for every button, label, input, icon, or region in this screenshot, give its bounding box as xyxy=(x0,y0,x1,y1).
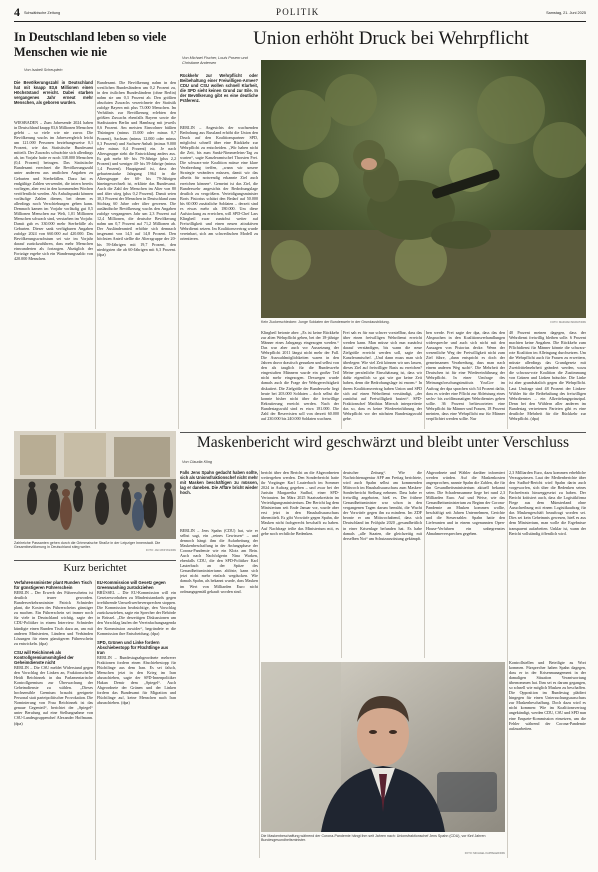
jens-spahn-portrait-image xyxy=(261,662,505,832)
maskenbericht-col6: Kontrollstellen und Beteiligte zu Wort kommen. Fürsprecher haben Spahn dagegen, dass er in der Krisenmanagement in der damaligen Situation Verantwortung übernommen hat. Ihm sei es darum gegangen, so schnell wie möglich Masken zu beschaffen. Die Opposition im Bundestag plädiert hingegen für einen Untersuchungsausschuss zur Maskenbeschaffung. Doch dazu wird es nicht kommen: Wie im Koalitionsvertrag angekündigt, werden CDU, CSU und SPD nun eine Enquete-Kommission einsetzen, um die Fehler während der Corona-Pandemie aufzuarbeiten. xyxy=(509,660,586,731)
population-col1: WIESBADEN – Zum Jahresende 2024 haben in Deutschland knapp 83,6 Millionen Menschen gelebt – so viele wie nie zuvor. Die Bevölkerung wuchs im Jahresvergleich leicht um 121.000 Personen beziehungsweise 0,1 Prozent, wie das Statistische Bundesamt mitteilt. Der Zuwachs schwächte sich allerdings ab, im Vorjahr hatte er noch 338.000 Menschen (0,4 Prozent) betragen. Das Statistische Bundesamt errechnet die Bevölkerungszahl unter anderem aus amtlichen Angaben zu Geburten und Sterbefällen. Dazu hat es endgültige Zahlen verwendet, die intern bereits vorliegen, aber erst in den kommenden Wochen veröffentlicht werden. Als Anhaltspunkt können vorläufige Zahlen dienen, bei denen es allerdings noch Verschiebungen geben kann. Demnach kamen im Vorjahr vorläufig gut 0,5 Millionen Menschen zur Welt, 1,01 Millionen Menschen schwach sind, verstarben im Vorjahr. Damit gab es 330.000 mehr Sterbefälle als Geburten. Dieser sank verfügbaren Angaben zufolge 2024 von 660.000 auf 420.000. Das Bevölkerungswachstum sei wie im Vorjahr darauf zurückzuführen, dass mehr Menschen einwanderten als fortzogen. Abzüglich der Fortzüge ergebe sich ein Wanderungssaldo von 420.000 Menschen. xyxy=(14,120,93,262)
kurz-header: Kurz berichtet xyxy=(63,562,127,574)
column-divider xyxy=(341,470,342,658)
column-divider xyxy=(178,80,179,429)
news-item-title: Verfahrensminister plant Runden Tisch für günstigeren Führerschein xyxy=(14,580,92,591)
masthead xyxy=(14,6,586,22)
column-divider xyxy=(341,330,342,429)
news-item-body: BERLIN – Die CSU meldet Widerstand gegen den Vorschlag der Linken an, Fraktionschefin Heidi Reichinnek in das Parlamentarische Kontrollgremium zur Überwachung der Geheimdienste zu wählen. „Dieses hochsensible Gremium braucht geeignete Personal statt parteipolitischer Provokation. Die Nominierung von Frau Reichinnek ist das genaue Gegenteil“, berichtet der „Spiegel“ unter Berufung auf eine Stellungnahme von CSU-Landesgruppenchef Alexander Hoffmann. (dpa) xyxy=(14,664,93,726)
maskenbericht-photo-credit: FOTO: MICHAEL KAPPELER/DPA xyxy=(464,852,505,855)
kurz-col-right xyxy=(97,580,176,860)
wehrpflicht-photo xyxy=(261,60,586,318)
wehrpflicht-photo-credit: FOTO: MARIJAN MURAT/DPA xyxy=(550,321,586,324)
news-item-title: SPD, Grünen und Linke fordern Abschiebestopp für Flüchtlinge aus Iran xyxy=(97,639,169,655)
news-item xyxy=(14,580,93,646)
maskenbericht-author: Von Claudia Kling xyxy=(182,460,213,464)
news-item xyxy=(14,650,93,726)
street-crowd-image xyxy=(14,431,176,539)
wehrpflicht-col3: Frei sah es für nur schwer vorstellbar, dass das über einen freiwilligen Wehrdienst erreicht werden kann. Man müsse sich nun zunächst darauf verständigen, bis wann die neue Zielgröße erreicht werden soll, sagte der Kanzleramtschef. „Und dann muss man sich überlegen: Wie viel Zeit können wir uns lassen, dieses Ziel auf freiwilliger Basis zu erreichen? Meine persönliche Einschätzung ist, dass wir dafür eigentlich so gut wie gar keine Zeit haben, denn die Bedrohungslage ist enorm.“ In ihrem Koalitionsvertrag haben Union und SPD sich auf einen Wehrdienst verständigt, „der zunächst auf Freiwilligkeit basiert“. SPD-Fraktionschef Matthias Miersch interpretierte das so, dass es keine Wiedereinführung der Wehrpflicht vor der nächsten Bundestagswahl gebe. xyxy=(343,330,422,421)
section-rule xyxy=(14,560,176,561)
population-author: Von Isabell Scheuplein xyxy=(24,68,63,72)
maskenbericht-col3: deutscher Zeitung“. Wie die Nachrichtenagentur AFP am Freitag berichtete, wird auch Spahn selbst am kommenden Mittwoch im Haushaltsausschuss zum Masken-Sonderbericht Stellung nehmen. Dass habe er freiwillig angeboten, hieß es. Der frühere Gesundheitsminister war schon in den vergangenen Tagen darum bemüht, die Wucht der Vorwürfe gegen ihn zu mindern. Im ZDF beonte er am Mittwochabend, dass sich Deutschland im Frühjahr 2020 „gesundheitlich in einer Krisenlage befunden hat. Es habe damals „alle Staaten, die gleichzeitig mit derselben Not“ um Schutzausrüstung gekämpft. xyxy=(343,470,422,541)
column-divider xyxy=(507,470,508,858)
maskenbericht-photo xyxy=(261,662,505,832)
population-photo-caption: Zahlreiche Passanten gehen durch die Grimmaische Straße in der Leipziger Innenstadt. Die Gesamtbevölkerung in Deutschland stieg weiter. xyxy=(14,541,161,550)
maskenbericht-col4: Abgeordnete und Wähler darüber informiert werden würden. Auf die Maskenkosten angesprochen, nannte Spahn die Zahlen, die für ihn Gesundheitsministerium aktuell bekannt seien. Die Schadenssumme liege bei rund 2,3 Milliarden Euro. Auf und Weise, wie das Gesundheitsministerium zu Beginn der Corona-Pandemie an Masken kommen wollte, beschäftigt seit Jahren Unternehmen, Gerichte und die Steuerzahler. Spahn hatte den Lieferanten und in einem sogenannten Open-House-Verfahren ein unbegrenztes Abnahmeversprechen gegeben. xyxy=(426,470,505,536)
wehrpflicht-lead: Rückkehr zur Wehrpflicht oder Beibehaltung einer Freiwilligen-Armee? CDU und CSU wollen schnell Klarheit, die SPD sieht keinen Grund zur Eile. In der Bevölkerung gibt es eine deutliche Präferenz. xyxy=(180,73,258,104)
soldier-training-image xyxy=(261,60,586,318)
column-divider xyxy=(95,80,96,429)
wehrpflicht-col2: Klingbeil betonte aber: „Es ist keine Rückkehr zur alten Wehrpflicht geben, bei der 18-jährige Männer eines Jahrgangs eingezogen werden.“ Das war aber auch vor Aussetzung der Wehrpflicht 2011 längst nicht mehr der Fall. Die Auswahlmöglichkeiten waren in den Jahren davor drastisch gesunken und selbst von den als tauglich für die Bundeswehr eingestuften Männern wurde ein großer Teil nicht mehr eingezogen. Deswegen wurde damals auch die Frage der Wehrgerechtigkeit diskutiert. Die Zielgröße der Bundeswehr liegt heute bei 203.000 Soldaten – doch selbst die konnte bisher nicht über die freiwillige Rekrutierung erreicht werden. Nach der Bundestagswahl sind es etwa 181.000. Die Zahl der Reservisten soll von derzeit 60.000 auf 230.000 bis 240.000 Soldaten wachsen. xyxy=(261,330,339,421)
section-title: POLITIK xyxy=(276,7,320,17)
maskenbericht-photo-caption: Die Maskenbeschaffung während der Corona-Pandemie hängt ihm seit Jahren nach: Unionsfraktionschef Jens Spahn (CDU), vor fünf Jahren Bundesgesundheitsminister. xyxy=(261,834,486,843)
column-divider xyxy=(259,470,260,858)
wehrpflicht-col1: BERLIN – Angesichts der wachsenden Bedrohung aus Russland erhöht die Union den Druck auf den Koalitionspartner SPD, möglichst schnell über eine Rückkehr zur Wehrpflicht zu entscheiden. „Wir haben nicht die Zeit, bis zum Sankt-Nimmerleins-Tag zu warten“, sagte Kanzleramtschef Thorsten Frei. Die schwarz-rote Koalition müsse eine klare Verabredung treffen, „wann wir unsere Strategie verändern müssen, damit wir das allseits für notwendig erkannte Ziel auch erreichen können“. Gemeint ist das Ziel, die Bundeswehr angesichts der Bedrohungslage deutlich zu vergrößern. Verteidigungsminister Boris Pistorius schätzt den Bedarf auf 50.000 bis 60.000 zusätzliche Soldaten – derzeit sind es etwas mehr als 180.000. Um diese Aufstockung zu erreichen, will SPD-Chef Lars Klingbeil zwar zunächst weiter auf Freiwilligkeit und einen neuen attraktiven Wehrdienst setzen. Im Koalitionsvertrag wurde vereinbart, sich am schwedischen Modell zu orientieren. xyxy=(180,125,258,242)
wehrpflicht-author: Von Michael Fischer, Louis Posern und Christiane Andersen xyxy=(182,56,248,65)
population-col2: Bundesamt. Die Bevölkerung nahm in den westlichen Bundesländern um 0,2 Prozent zu, in den östlichen Bundesländern (ohne Berlin) nahm sie um 0,3 Prozent ab. Den größten absoluten Zuwachs verzeichnete der Statistik zufolge Bayern mit plus 73.000 Menschen. Im Verhältnis zur Bevölkerung erlebten den größten Zuwachs ebenfalls Bayern sowie die Stadtstaaten Berlin und Hamburg mit jeweils 0,6 Prozent. Am meisten Einwohner büßten Thüringen (minus 15.000 oder minus 0,7 Prozent), Sachsen (minus 12.000 oder minus 0,3 Prozent) und Sachsen-Anhalt (minus 9.000 oder minus 0,4 Prozent) ein. Je nach Altersgruppe sieht die Entwicklung anders aus. Es gab mehr 60- bis 79-Jährige (plus 2,2 Prozent) und weniger 40- bis 59-Jährige (minus 1,4 Prozent). Hauptgrund ist, dass der geburtenstarke Jahrgang 1964 in die Altersgruppe der 60- bis 79-Jährigen hineingewechselt ist, erklärte das Bundesamt. Auch die Zahl der Menschen im Alter von 80 und älter stieg (plus 0,2 Prozent). Damit seien 30,3 Prozent der Menschen in Deutschland zum Stichtag 60 Jahre oder älter gewesen. Die ausländische Bevölkerung wuchs den Angaben zufolge vergangenes Jahr um 2,3 Prozent auf 12,4 Millionen, die deutsche Bevölkerung nahm um 0,7 Prozent auf 71,2 Millionen ab. Der Ausländeranteil erhöhte sich demnach insgesamt von 14,5 auf 14,8 Prozent. Den höchsten Anteil stellte die Altersgruppe der 20- bis 59-Jährigen mit 19,7 Prozent, den niedrigsten die ab 60-Jährigen mit 6,3 Prozent. (dpa) xyxy=(97,80,176,257)
news-item xyxy=(97,640,176,706)
wehrpflicht-col5: 40 Prozent meinen dagegen, dass der Wehrdienst freiwillig bleiben solle. 6 Prozent machten keine Angaben. Die Rückkehr zum Pflichtdienst für Männer könnte die schwarz-rote Koalition im Alleingang durchsetzen. Um die Wehrpflicht auch für Frauen zu erweitern, müsste allerdings das Grundgesetz mit Zweidrittelmehrheit geändert werden, wozu die schwarz-rote Koalition die Zustimmung von Grünen und Linken bräuchte. Die Linke ist aber grundsätzlich gegen die Wehrpflicht. Laut Umfrage sind 48 Prozent der Linken-Wähler für die Beibehaltung des freiwilligen Wehrdienstes – ein Allzeitelangsprinzipal. Denn bei den Wählern aller anderen im Bundestag vertretenen Parteien gibt es eine deutliche Mehrheit für die Rückkehr zur Wehrpflicht. (dpa) xyxy=(509,330,586,421)
population-headline: In Deutschland leben so viele Menschen wie nie xyxy=(14,30,167,59)
wehrpflicht-col4: ben werde. Frei sagte der dpa, dass das den Absprachen in den Koalitionsverhandlungen widerspreche und auch sich nicht mit den Aussagen von Pistorius decke. Wenn der wesentliche Weg der Freiwilligkeit nicht zum Ziel führe, „dann entspricht es doch der gemeinsamen Verabredung, dass man nach einem anderen Weg sucht“. Die Mehrheit der Deutschen ist für eine Wiedereinführung der Wehrpflicht. In einer Umfrage des Meinungsforschungsinstituts YouGov im Auftrag der dpa sprachen sich 54 Prozent dafür, dass es wieder eine Pflicht zur Ableistung eines sechs- bis zwölfmonatigen Wehrdienstes geben sollte. 36 Prozent befürworteten eine Wehrpflicht für Männer und Frauen, 18 Prozent meinten, dass eine Wehrpflicht nur für Männer verpflichtet werden sollte. Nur xyxy=(426,330,505,421)
masthead-rule xyxy=(14,21,586,22)
column-divider xyxy=(95,580,96,860)
maskenbericht-col1: BERLIN – Jens Spahn (CDU) hat, wie er selbst sagt, ein „reines Gewissen“ – und dennoch hängt ihm die Aufarbeitung der Maskenbeschaffung in der Anfangsphase der Corona-Pandemie wie ein Klotz am Bein. Auch nach Nachfolgerin Nina Warken, ebenfalls CDU, die den SPD-Politiker Karl Lauterbach an der Spitze des Gesundheitsministeriums ablöste, kann sich jetzt nicht mehr einfach wegducken. Wie damals Spahn, als bekannt wurde, dass Masken im Wert von Milliarden Euro nicht ordnungsgemäß gekauft worden sind. xyxy=(180,528,258,594)
news-item-title: EU-Kommission will Gesetz gegen Greenwashing zurückziehen xyxy=(97,580,166,591)
issue-date: Samstag, 21. Juni 2025 xyxy=(546,11,586,15)
column-divider xyxy=(424,470,425,658)
maskenbericht-col5: 2,3 Milliarden Euro, dazu kommen erhebliche Verzugszinsen. Laut der Medienberichte über den Sudhof-Bericht wird Spahn darin auch vorgeworfen, sich über die Bedenken seines Fachreferats hinweggesetzt zu haben. Der Bericht kritisiert auch, dass die Logistikfirma Fiege aus dem Münsterland ohne Ausschreibung mit einem Logistikauftrag für das Maskengeschäft beauftragt worden sei. Dies sei kein Geheimnis gewesen, hieß es aus dem Ministerium, man wolle die Ergebnisse transparent aufarbeiten. Unklar ist, wann der Bericht vollständig öffentlich wird. xyxy=(509,470,586,536)
wehrpflicht-photo-caption: Kein Zuckerschlecken: Junge Soldaten der Bundeswehr in der Grundausbildung. xyxy=(261,320,390,324)
population-lead: Die Bevölkerungszahl in Deutschland hat mit knapp 83,6 Millionen einen Höchststand erreicht. Dabei starben vergangenes Jahr erneut mehr Menschen, als geboren wurden. xyxy=(14,80,93,106)
maskenbericht-col2: bericht über den Bericht an die Abgeordneten weitergeben werden. Den Sonderbericht hatte ihr Vorgänger Karl Lauterbach im Sommer 2024 in Auftrag gegeben – und zwar bei der Juristin Margaretha Sudhof, einer SPD-Vertrauten. Im März 2025 Staatssekretärin im Verteidigungsministerium. Der Bericht lag dem Ministerium seit Ende Januar vor, wurde aber erst jetzt in den Haushaltsausschuss übermittelt. Es gibt Vorwürfe gegen Spahn, die Masken nicht fachgerecht beschafft zu haben. Auf Nachfrage teilte das Ministerium mit, es gebe noch rechtliche Bedenken. xyxy=(261,470,339,536)
news-item-title: CSU will Reichinnek als Kontrollgremiumsmitglied der Geheimdienste nicht xyxy=(14,649,74,665)
news-item-body: BRÜSSEL – Die EU-Kommission will ein Gesetzesvorhaben zu Mindeststandards gegen irreführende Umweltwerbeversprechen stoppen. Die Kommission beabsichtige, den Vorschlag zurückzuziehen, sagte ein Sprecher der Behörde in Brüssel. „Die derzeitigen Diskussionen um den Vorschlag laufen der Vereinfachungsagenda der Kommission zuwider“, begründete er die Kommission ihre Entscheidung. (dpa) xyxy=(97,590,176,636)
news-item-body: BERLIN – Der Erwerb des Führerscheins ist deutlich teurer geworden. Bundesverkehrsminister Patrick Schnieder plant, die Kosten des Führerscheins günstiger zu machen. Ein Führerschein sei immer noch für viele in Deutschland wichtig, sagte der CDU-Politiker in einem Interview. Schnieder kündigte einen Runden Tisch dazu an, um mit anderen Ministerien, Ländern und Verbänden Lösungen für einen günstigeren Führerschein zu entwickeln. (dpa) xyxy=(14,590,93,646)
newspaper-name: Schwäbische Zeitung xyxy=(24,11,61,15)
maskenbericht-lead: Falls Jens Spahn gedacht haben sollte, sich als Unionsfraktionschef nicht mehr mit Masken beschäftigen zu müssen, lag er daneben. Die Affäre bricht wieder hoch. xyxy=(180,470,258,496)
kurz-col-left xyxy=(14,580,93,860)
news-item xyxy=(97,580,176,636)
wehrpflicht-headline: Union erhöht Druck bei Wehrpflicht xyxy=(253,28,529,49)
column-divider xyxy=(507,330,508,429)
page-number: 4 xyxy=(14,5,20,19)
population-photo xyxy=(14,431,176,539)
news-item-body: BERLIN – Bundestagsabgeordnete mehrerer Fraktionen fordern einen Abschiebestopp für Flüchtlinge aus dem Iran. Es sei falsch, Menschen jetzt in den Krieg im Iran abzuschieben, sagte der SPD-Innenpolitiker Hakan Demir dem „Spiegel“. Auch Abgeordnete der Grünen und der Linken fordern das Bundesamt für Migration und Flüchtlinge auf, keine Menschen nach Iran abzuschieben. (dpa) xyxy=(97,654,176,706)
column-divider xyxy=(424,330,425,429)
maskenbericht-headline: Maskenbericht wird geschwärzt und bleibt unter Verschluss xyxy=(196,434,570,451)
population-photo-credit: FOTO: JAN WOITAS/DPA xyxy=(145,549,176,552)
